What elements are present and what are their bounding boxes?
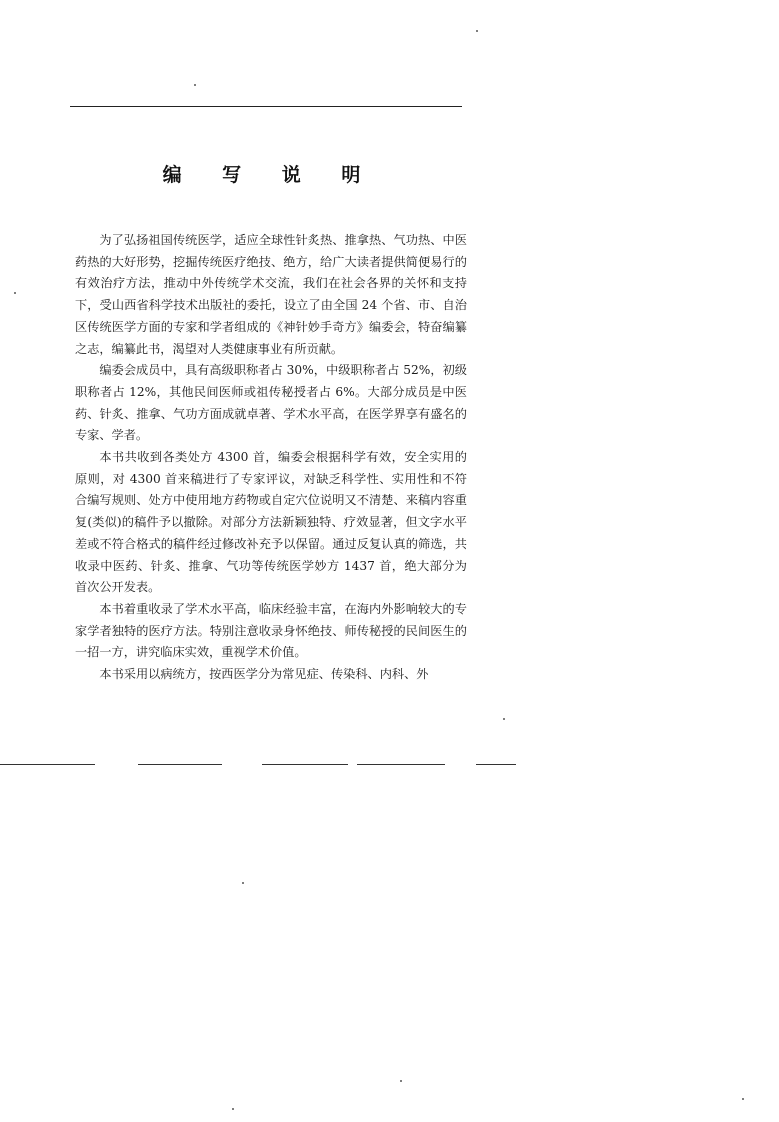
scan-speck bbox=[14, 292, 16, 294]
paragraph-3: 本书共收到各类处方 4300 首，编委会根据科学有效，安全实用的原则，对 4300 首来稿进行了专家评议，对缺乏科学性、实用性和不符合编写规则、处方中使用地方药物或自定穴位说明又不清楚、来稿内容重复(类似)的稿件予以撤除。对部分方法新颖独特、疗效显著，但文字水平差或不符合格式的稿件经过修改补充予以保留。通过反复认真的筛选，共收录中医药、针炙、推拿、气功等传统医学妙方 1437 首，绝大部分为首次公开发表。 bbox=[75, 450, 467, 595]
footer-rule bbox=[0, 764, 779, 766]
scan-speck bbox=[232, 1108, 234, 1110]
scan-speck bbox=[194, 84, 196, 86]
scan-speck bbox=[400, 1080, 402, 1082]
scan-speck bbox=[476, 30, 478, 32]
scan-speck bbox=[742, 1098, 744, 1100]
paragraph-1: 为了弘扬祖国传统医学，适应全球性针炙热、推拿热、气功热、中医药热的大好形势，挖掘传统医疗绝技、绝方，给广大读者提供简便易行的有效治疗方法，推动中外传统学术交流，我们在社会各界的关怀和支持下，受山西省科学技术出版社的委托，设立了由全国 24 个省、市、自治区传统医学方面的专家和学者组成的《神针妙手奇方》编委会，特奋编纂之志，编纂此书，渴望对人类健康事业有所贡献。 bbox=[75, 233, 467, 356]
scan-speck bbox=[242, 882, 244, 884]
page-title: 编 写 说 明 bbox=[162, 164, 378, 186]
paragraph-4: 本书着重收录了学术水平高，临床经验丰富，在海内外影响较大的专家学者独特的医疗方法。特别注意收录身怀绝技、师传秘授的民间医生的一招一方，讲究临床实效，重视学术价值。 bbox=[75, 601, 467, 660]
scan-speck bbox=[503, 718, 505, 720]
header-rule bbox=[70, 106, 462, 107]
body-text bbox=[75, 230, 467, 686]
paragraph-5: 本书采用以病统方，按西医学分为常见症、传染科、内科、外 bbox=[99, 667, 429, 682]
paragraph-2: 编委会成员中，具有高级职称者占 30%，中级职称者占 52%，初级职称者占 12%，其他民间医师或祖传秘授者占 6%。大部分成员是中医药、针炙、推拿、气功方面成就卓著、学术水平高，在医学界享有盛名的专家、学者。 bbox=[75, 363, 467, 443]
